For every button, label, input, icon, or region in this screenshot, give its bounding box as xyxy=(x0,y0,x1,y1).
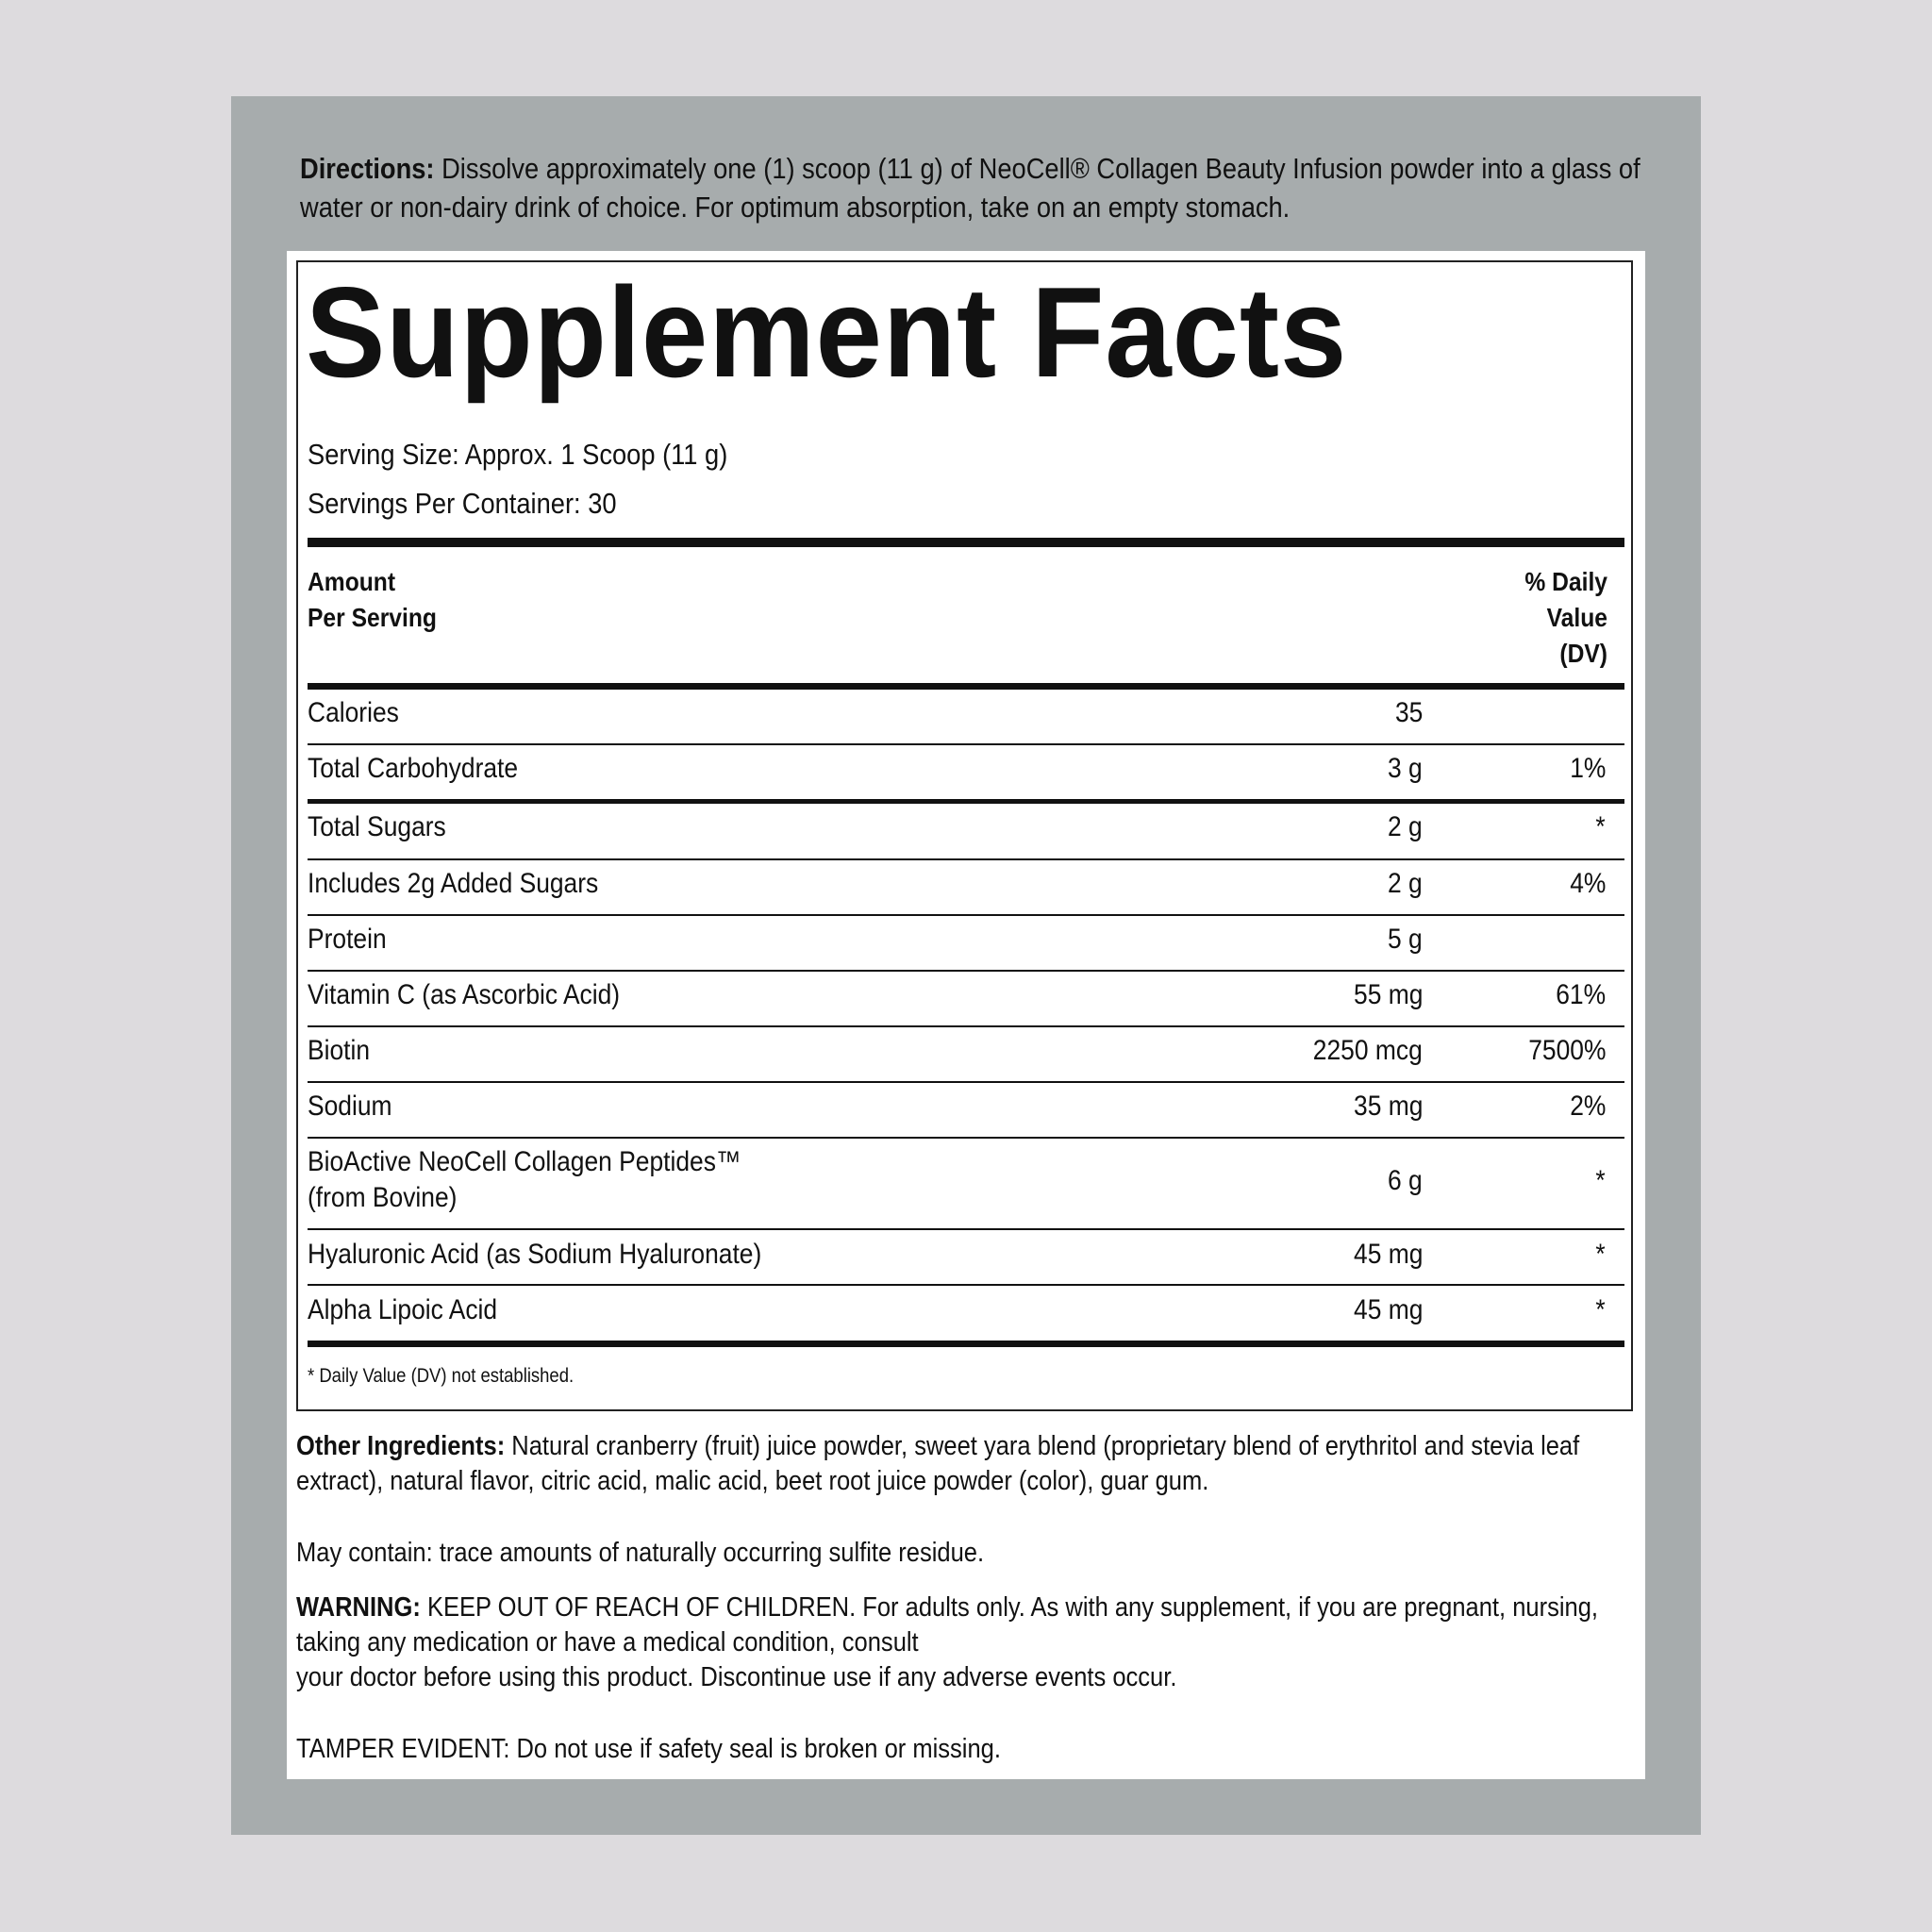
warning-line1: KEEP OUT OF REACH OF CHILDREN. For adults only. As with any supplement, if you are pregnant, nursing, taking any medication or have a medical condition, consult xyxy=(296,1592,1599,1657)
header-amount-line2: Per Serving xyxy=(308,603,437,632)
nutrient-amount: 6 g xyxy=(1388,1165,1423,1196)
nutrient-dv: * xyxy=(1595,811,1606,842)
dv-footnote: * Daily Value (DV) not established. xyxy=(308,1365,575,1387)
nutrient-name: Total Sugars xyxy=(308,811,446,842)
nutrient-amount: 45 mg xyxy=(1353,1239,1423,1270)
nutrient-amount: 35 xyxy=(1394,697,1423,728)
row-divider xyxy=(308,1081,1624,1083)
nutrient-amount: 55 mg xyxy=(1353,979,1423,1010)
directions-label: Directions: xyxy=(300,152,435,185)
header-dv-line1: % Daily xyxy=(1524,567,1607,596)
facts-title: Supplement Facts xyxy=(306,260,1348,404)
servings-per-container: Servings Per Container: 30 xyxy=(308,487,617,520)
row-divider xyxy=(308,858,1624,860)
row-divider-medium xyxy=(308,799,1624,804)
nutrient-dv: 2% xyxy=(1569,1091,1606,1122)
header-amount-line1: Amount xyxy=(308,567,396,596)
nutrient-name xyxy=(308,1144,741,1216)
nutrient-dv: * xyxy=(1595,1294,1606,1325)
nutrient-dv: * xyxy=(1595,1239,1606,1270)
nutrient-name: Includes 2g Added Sugars xyxy=(308,868,599,899)
nutrient-name-line2: (from Bovine) xyxy=(308,1182,458,1213)
thick-rule-top xyxy=(308,538,1624,547)
nutrient-amount: 35 mg xyxy=(1353,1091,1423,1122)
header-daily-value xyxy=(1441,564,1607,672)
nutrient-amount: 2 g xyxy=(1388,811,1423,842)
row-divider xyxy=(308,914,1624,916)
nutrient-name: Alpha Lipoic Acid xyxy=(308,1294,498,1325)
directions-text xyxy=(300,149,1661,226)
row-divider xyxy=(308,1228,1624,1230)
header-amount xyxy=(308,564,437,636)
row-divider xyxy=(308,743,1624,745)
row-divider xyxy=(308,1137,1624,1139)
nutrient-amount: 45 mg xyxy=(1353,1294,1423,1325)
warning-label: WARNING: xyxy=(296,1592,421,1623)
nutrient-dv: * xyxy=(1595,1165,1606,1196)
nutrient-amount: 5 g xyxy=(1388,924,1423,955)
nutrient-name: Total Carbohydrate xyxy=(308,753,519,784)
nutrient-amount: 2250 mcg xyxy=(1313,1035,1423,1066)
nutrient-name: Hyaluronic Acid (as Sodium Hyaluronate) xyxy=(308,1239,762,1270)
table-row xyxy=(308,1144,1624,1220)
nutrient-amount: 3 g xyxy=(1388,753,1423,784)
thick-rule-bottom xyxy=(308,1341,1624,1347)
nutrient-name-line1: BioActive NeoCell Collagen Peptides™ xyxy=(308,1146,741,1177)
other-ingredients-text: Natural cranberry (fruit) juice powder, sweet yara blend (proprietary blend of erythritol and stevia leaf extract), natural flavor, citric acid, malic acid, beet root juice powder (color), guar gum. xyxy=(296,1431,1580,1496)
nutrient-dv: 61% xyxy=(1556,979,1606,1010)
directions-body: Dissolve approximately one (1) scoop (11 g) of NeoCell® Collagen Beauty Infusion powder into a glass of water or non-dairy drink of choice. For optimum absorption, take on an empty stomach. xyxy=(300,152,1641,224)
serving-size: Serving Size: Approx. 1 Scoop (11 g) xyxy=(308,438,728,471)
nutrient-name: Sodium xyxy=(308,1091,392,1122)
nutrient-dv: 7500% xyxy=(1527,1035,1606,1066)
nutrient-dv: 1% xyxy=(1569,753,1606,784)
nutrient-dv: 4% xyxy=(1569,868,1606,899)
nutrient-name: Biotin xyxy=(308,1035,371,1066)
other-ingredients xyxy=(296,1429,1641,1499)
warning-line2: your doctor before using this product. Discontinue use if any adverse events occur. xyxy=(296,1662,1177,1692)
may-contain: May contain: trace amounts of naturally occurring sulfite residue. xyxy=(296,1538,985,1568)
tamper-evident: TAMPER EVIDENT: Do not use if safety seal is broken or missing. xyxy=(296,1734,1001,1764)
row-divider xyxy=(308,1025,1624,1027)
header-dv-line3: (DV) xyxy=(1559,639,1607,668)
thick-rule-header xyxy=(308,683,1624,690)
warning-text xyxy=(296,1591,1641,1695)
nutrient-amount: 2 g xyxy=(1388,868,1423,899)
row-divider xyxy=(308,1284,1624,1286)
header-dv-line2: Value xyxy=(1546,603,1607,632)
nutrient-name: Vitamin C (as Ascorbic Acid) xyxy=(308,979,621,1010)
nutrient-name: Calories xyxy=(308,697,399,728)
other-ingredients-label: Other Ingredients: xyxy=(296,1431,506,1461)
nutrient-name: Protein xyxy=(308,924,387,955)
row-divider xyxy=(308,970,1624,972)
